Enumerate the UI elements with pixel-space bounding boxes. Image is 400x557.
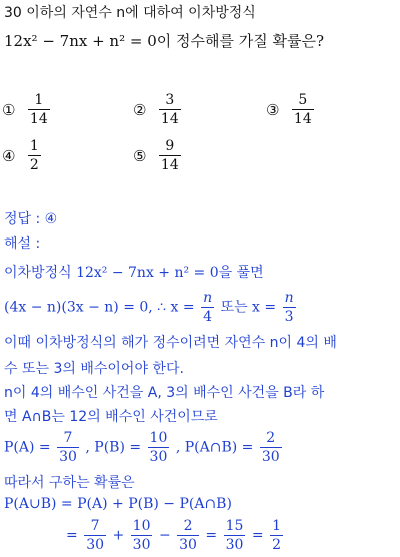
choice-denominator: 2: [29, 157, 39, 174]
choice-numerator: 1: [28, 138, 41, 156]
choice-marker: ②: [133, 100, 147, 119]
choice-denominator: 14: [160, 111, 179, 128]
choice-denominator: 14: [160, 157, 179, 174]
choice-3[interactable]: [266, 92, 316, 127]
choice-denominator: 14: [293, 111, 312, 128]
explanation-label: 해설 :: [4, 236, 41, 252]
solution-line-3: 이때 이차방정식의 해가 정수이려면 자연수 n이 4의 배: [4, 335, 337, 351]
choice-marker: ①: [2, 100, 16, 119]
solution-line-1: 이차방정식 12x² − 7nx + n² = 0을 풀면: [4, 265, 264, 281]
choice-5[interactable]: [133, 138, 183, 173]
choice-numerator: 1: [28, 92, 50, 110]
solution-line-9: P(A∪B) = P(A) + P(B) − P(A∩B): [4, 496, 232, 512]
answer-line: 정답 : ④: [4, 211, 58, 227]
choice-denominator: 14: [29, 111, 48, 128]
choice-numerator: 3: [159, 92, 181, 110]
choice-numerator: 5: [292, 92, 314, 110]
choice-marker: ③: [266, 100, 280, 119]
question-line-2: 12x² − 7nx + n² = 0이 정수해를 가질 확률은?: [4, 32, 325, 50]
solution-line-4: 수 또는 3의 배수이어야 한다.: [4, 361, 184, 377]
choice-1[interactable]: [2, 92, 52, 127]
solution-line-10: = $\frac{7}{30}$ + $\frac{10}{30}$ − $\frac{2}{30}$ = $\frac{15}{30}$ = $\frac{1}{2}$: [66, 518, 281, 554]
choice-4[interactable]: [2, 138, 43, 173]
choice-marker: ④: [2, 146, 16, 165]
solution-line-7: P(A) = $\frac{7}{30}$ , P(B) = $\frac{10}{30}$ , P(A∩B) = $\frac{2}{30}$: [4, 430, 280, 466]
solution-line-8: 따라서 구하는 확률은: [4, 475, 135, 491]
choice-numerator: 9: [159, 138, 181, 156]
choice-marker: ⑤: [133, 146, 147, 165]
solution-line-5: n이 4의 배수인 사건을 A, 3의 배수인 사건을 B라 하: [4, 385, 325, 401]
solution-line-2: (4x − n)(3x − n) = 0, ∴ x = $\frac{n}{4}$ 또는 x = $\frac{n}{3}$: [4, 290, 294, 326]
question-line-1: 30 이하의 자연수 n에 대하여 이차방정식: [4, 5, 256, 21]
solution-line-6: 면 A∩B는 12의 배수인 사건이므로: [4, 409, 218, 425]
choice-2[interactable]: [133, 92, 183, 127]
